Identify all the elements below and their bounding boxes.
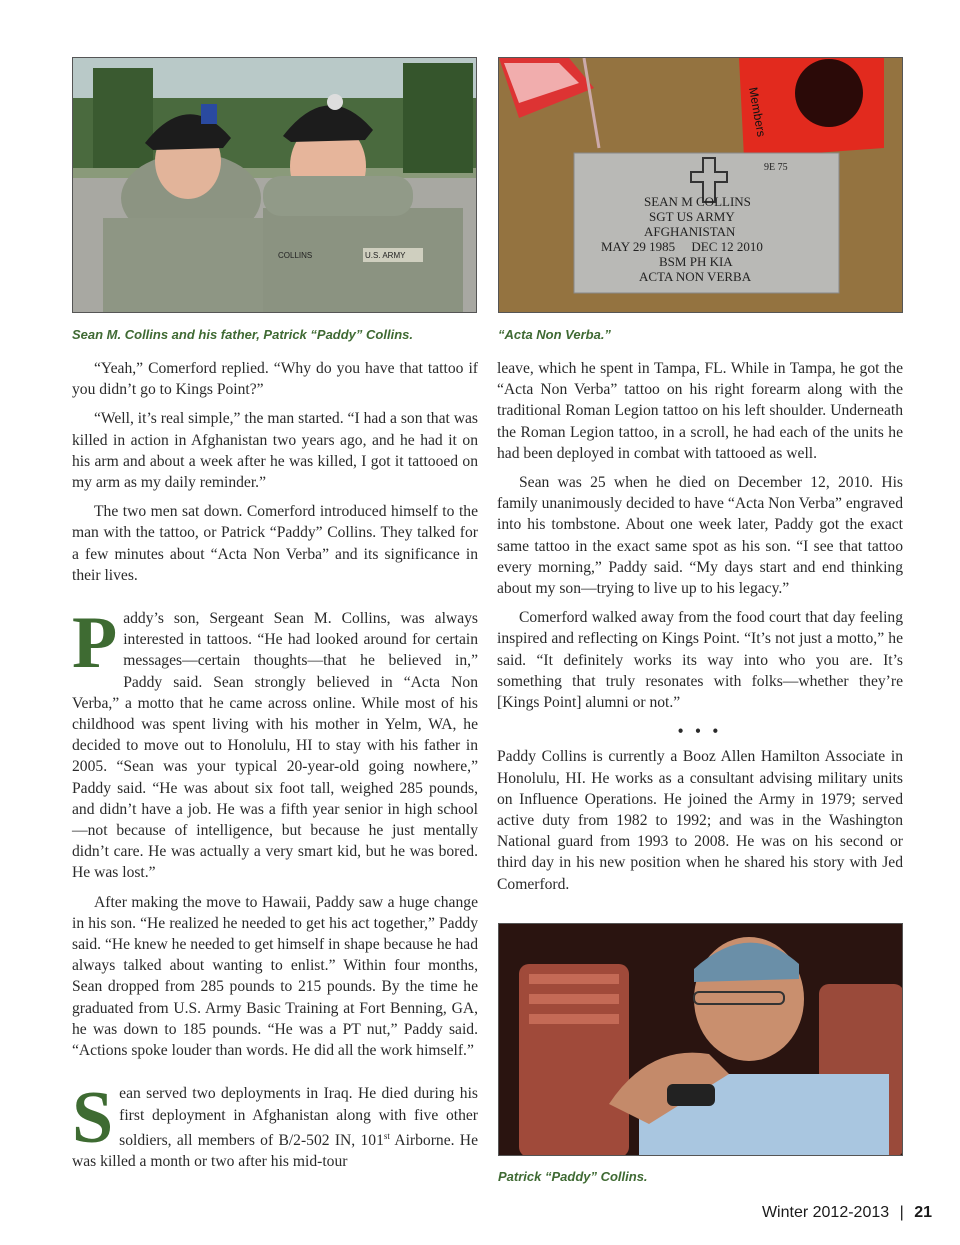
photo-sean-and-paddy-image	[73, 58, 477, 313]
left-paragraph-2: “Well, it’s real simple,” the man started. “I had a son that was killed in action in Afghanistan two years ago, and he had it on his arm and about a week after he was killed, I got it tattooed on my arm as my daily reminder.”	[72, 410, 478, 492]
photo-headstone	[498, 57, 903, 313]
photo-paddy	[498, 923, 903, 1156]
right-column	[497, 358, 903, 903]
right-paragraph-3: Comerford walked away from the food court that day feeling inspired and reflecting on Kings Point. “It’s not just a motto,” he said. “It definitely works its way into who you are. It’s something that truly resonates with folks—whether they’re [Kings Point] alumni or not.”	[497, 609, 903, 712]
right-paragraph-1: leave, which he spent in Tampa, FL. While in Tampa, he got the “Acta Non Verba” tattoo on his right forearm along with the traditional Roman Legion tattoo on his left shoulder. Underneath the Roman Legion tattoo, in a scroll, he had each of the units he had been deployed in combat with tattooed as well.	[497, 360, 903, 462]
stone-line-motto: ACTA NON VERBA	[639, 269, 752, 284]
name-tape-collins: COLLINS	[278, 251, 313, 260]
photo-paddy-image	[499, 924, 903, 1156]
stone-line-dates: MAY 29 1985 DEC 12 2010	[601, 239, 763, 254]
page-footer	[762, 1204, 932, 1222]
author-bio: Paddy Collins is currently a Booz Allen Hamilton Associate in Honolulu, HI. He works as a consultant advising military units on Influence Operations. He joined the Army in 1979; served active duty from 1982 to 1992; and was in the Washington National guard from 1993 to 2008. He was on his second or third day in his new position when he shared his story with Jed Comerford.	[497, 748, 903, 893]
page-number: 21	[914, 1204, 932, 1221]
photo-headstone-image	[499, 58, 903, 313]
flag-text: Members	[746, 86, 769, 138]
photo-caption-right: “Acta Non Verba.”	[498, 327, 611, 342]
photo-caption-left: Sean M. Collins and his father, Patrick “Paddy” Collins.	[72, 327, 413, 342]
left-paragraph-6-text-b: Airborne. He was killed a month or two after his mid-tour	[72, 1131, 478, 1171]
stone-line-place: AFGHANISTAN	[644, 224, 736, 239]
drop-cap-p: P	[72, 602, 118, 685]
stone-line-rank: SGT US ARMY	[649, 209, 735, 224]
superscript-st: st	[383, 1130, 390, 1141]
left-paragraph-6	[72, 1077, 478, 1172]
stone-line-name: SEAN M COLLINS	[644, 194, 751, 209]
left-column	[72, 358, 478, 1180]
footer-divider: |	[899, 1204, 904, 1221]
right-paragraph-2: Sean was 25 when he died on December 12, 2010. His family unanimously decided to have “Acta Non Verba” engraved into his tombstone. About one week later, Paddy got the exact same tattoo in the exact same spot as his son. “I see that tattoo every morning,” Paddy said. “My days start and end thinking about my son—trying to live up to his legacy.”	[497, 474, 903, 598]
left-paragraph-6-text-a: ean served two deployments in Iraq. He died during his first deployment in Afghanistan along with five other soldiers, all members of B/2-502 IN, 101	[119, 1085, 478, 1149]
name-tape-us-army: U.S. ARMY	[365, 251, 406, 260]
issue-label: Winter 2012-2013	[761, 1204, 890, 1221]
photo-caption-bottom: Patrick “Paddy” Collins.	[498, 1169, 648, 1184]
stone-line-awards: BSM PH KIA	[659, 254, 733, 269]
left-paragraph-5: After making the move to Hawaii, Paddy saw a huge change in his son. “He realized he needed to get his act together,” Paddy said. “He knew he needed to get himself in shape because he had always talked about wanting to enlist.” Within four months, Sean dropped from 285 pounds to 215 pounds. By the time he graduated from U.S. Army Basic Training at Fort Benning, GA, he was down to 185 pounds. “He was a PT nut,” Paddy said. “Actions spoke louder than words. He did all the work himself.”	[72, 893, 478, 1060]
stone-code: 9E 75	[764, 162, 788, 173]
photo-sean-and-paddy	[72, 57, 477, 313]
left-paragraph-4-text: addy’s son, Sergeant Sean M. Collins, was always interested in tattoos. “He had looked around for certain messages—certain thoughts—that he believed in,” Paddy said. Sean strongly believed in “Acta Non Verba,” a motto that he came across online. While most of his childhood was spent living with his mother in Yelm, WA, he decided to move out to Honolulu, HI to stay with his father in 2005. “Sean was your typical 20-year-old going nowhere,” Paddy said. “He was about six foot tall, weighed 285 pounds, and didn’t have a job. He was a fifth year senior in high school—not because of intelligence, but because he just mentally didn’t care. He was actually a very smart kid, but he was bored. He was lost.”	[72, 610, 478, 882]
drop-cap-s: S	[72, 1077, 114, 1160]
left-paragraph-3: The two men sat down. Comerford introduced himself to the man with the tattoo, or Patrick “Paddy” Collins. They talked for a few minutes about “Acta Non Verba” and its significance in their lives.	[72, 503, 478, 584]
left-paragraph-1: “Yeah,” Comerford replied. “Why do you have that tattoo if you didn’t go to Kings Point?”	[72, 360, 478, 399]
left-paragraph-4	[72, 602, 478, 884]
section-separator: • • •	[677, 723, 723, 741]
